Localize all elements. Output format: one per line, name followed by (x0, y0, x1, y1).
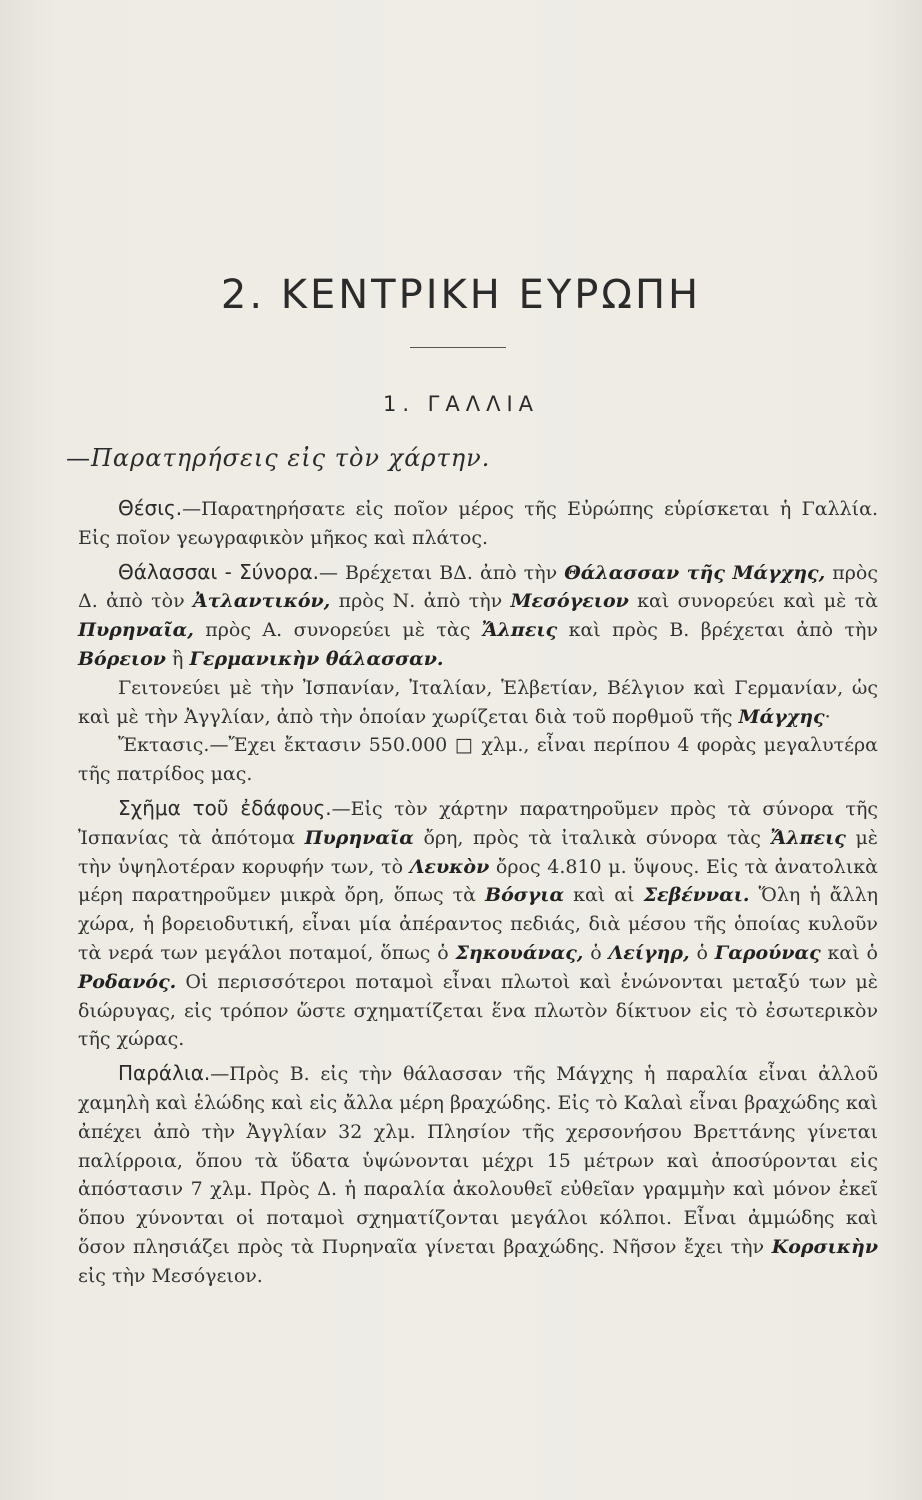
bold-term: Πυρηναῖα (304, 826, 414, 849)
paragraph-area (78, 731, 878, 789)
bold-term: Θάλασσαν τῆς Μάγχης, (564, 561, 826, 584)
text-run: καὶ πρὸς Β. βρέχεται ἀπὸ τὴν (557, 619, 878, 642)
bold-term: Βόρειον (78, 647, 166, 670)
paragraph-coasts (78, 1059, 878, 1290)
bold-term: Βόσγια (485, 884, 565, 907)
text-run: —Εἰς τὸν χάρτην παρατηροῦμεν πρὸς τὰ σύνορα τῆς Ἰσπανίας τὰ ἀπότομα (78, 797, 879, 849)
bold-term: Ἄλπεις (770, 826, 846, 849)
text-run: πρὸς Ν. ἀπὸ τὴν (330, 590, 511, 613)
text-run: καὶ ὁ (820, 941, 878, 964)
text-run: Οἱ περισσότεροι ποταμοὶ εἶναι πλωτοὶ καὶ ἑνώνονται μεταξύ των μὲ διώρυγας, εἰς τρόπον ὥστε σχηματίζεται ἕνα πλωτὸν δίκτυον εἰς τὸ ἐσωτερικὸν τῆς χώρας. (78, 970, 878, 1051)
paragraph-position (78, 494, 878, 553)
text-run: — Βρέχεται ΒΔ. ἀπὸ τὴν (319, 561, 565, 584)
title-rule (410, 347, 506, 348)
text-run: Ὅλη ἡ ἄλλη χώρα, ἡ βορειοδυτική, εἶναι μία ἀπέραντος πεδιάς, διὰ μέσου τῆς ὁποίας κυλοῦν τὰ νερά των μεγάλοι ποταμοί, ὅπως ὁ (78, 884, 878, 964)
text-run: ὁ (689, 941, 715, 964)
bold-term: Γαρούνας (714, 941, 821, 964)
bold-term: Λείγηρ, (608, 941, 690, 964)
body-text (78, 494, 878, 1291)
text-run: —Παρατηρήσατε εἰς ποῖον μέρος τῆς Εὐρώπης εὑρίσκεται ἡ Γαλλία. Εἰς ποῖον γεωγραφικὸν μῆκος καὶ πλάτος. (78, 498, 878, 549)
text-run: ὄρη, πρὸς τὰ ἰταλικὰ σύνορα τὰς (413, 826, 771, 849)
paragraph-lead: Παράλια. (118, 1061, 211, 1086)
text-run: · (824, 705, 831, 728)
section-title: 1. ΓΑΛΛΙΑ (382, 392, 540, 416)
bold-term: Πυρηναῖα, (78, 619, 194, 642)
text-run: πρὸς Δ. ἀπὸ τὸν (78, 561, 879, 613)
text-run: εἰς τὴν Μεσόγειον. (78, 1264, 263, 1287)
paragraph-lead: Θάλασσαι - Σύνορα. (118, 559, 320, 584)
text-run: ἢ (165, 647, 190, 670)
paragraph-seas-borders (78, 558, 878, 674)
text-run: ὁ (583, 941, 609, 964)
text-run: ὄρος 4.810 μ. ὕψους. Εἰς τὰ ἀνατολικὰ μέρη παρατηροῦμεν μικρὰ ὄρη, ὅπως τὰ (78, 855, 878, 907)
bold-term: Μεσόγειον (510, 590, 629, 613)
bold-term: Σηκουάνας, (455, 941, 584, 964)
text-run: μὲ τὴν ὑψηλοτέραν κορυφήν των, τὸ (78, 826, 878, 878)
paragraph-lead: Ἔκτασις. (118, 734, 210, 757)
paragraph-lead: Σχῆμα τοῦ ἐδάφους. (118, 795, 332, 820)
paragraph-neighbors (78, 674, 878, 732)
bold-term: Σεβένναι. (643, 884, 750, 907)
text-run: —Πρὸς Β. εἰς τὴν θάλασσαν τῆς Μάγχης ἡ παραλία εἶναι ἀλλοῦ χαμηλὴ καὶ ἑλώδης καὶ εἰς ἄλλα μέρη βραχώδης. Εἰς τὸ Καλαὶ εἶναι βραχώδης καὶ ἀπέχει ἀπὸ τὴν Ἀγγλίαν 32 χλμ. Πλησίον τῆς χερσονήσου Βρεττάνης γίνεται παλίρροια, ὅπου τὰ ὕδατα ὑψώνονται μέχρι 15 μέτρων καὶ ἀποσύρονται εἰς ἀπόστασιν 7 χλμ. Πρὸς Δ. ἡ παραλία ἀκολουθεῖ εὐθεῖαν γραμμὴν καὶ μόνον ἐκεῖ ὅπου χύνονται οἱ ποταμοὶ σχηματίζονται μεγάλοι κόλποι. Εἶναι ἀμμώδης καὶ ὅσον πλησιάζει πρὸς τὰ Πυρηναῖα γίνεται βραχώδης. Νῆσον ἔχει τὴν (78, 1063, 878, 1258)
bold-term: Ροδανός. (78, 970, 177, 993)
bold-term: Λευκὸν (409, 855, 490, 878)
text-run: καὶ αἱ (564, 884, 644, 907)
bold-term: Ἀτλαντικόν, (192, 590, 331, 613)
bold-term: Γερμανικὴν θάλασσαν. (189, 647, 444, 670)
bold-term: Κορσικὴν (771, 1235, 878, 1258)
paragraph-lead: Θέσις. (118, 496, 183, 520)
text-run: πρὸς Α. συνορεύει μὲ τὰς (193, 619, 482, 642)
paragraph-terrain (78, 794, 878, 1054)
subheading: —Παρατηρήσεις εἰς τὸν χάρτην. (66, 444, 491, 472)
bold-term: Ἄλπεις (481, 619, 558, 642)
text-run: —Ἔχει ἔκτασιν 550.000 □ χλμ., εἶναι περίπου 4 φορὰς μεγαλυτέρα τῆς πατρίδος μας. (78, 734, 878, 786)
text-run: καὶ συνορεύει καὶ μὲ τὰ (628, 590, 878, 613)
text-run: Γειτονεύει μὲ τὴν Ἰσπανίαν, Ἰταλίαν, Ἑλβετίαν, Βέλγιον καὶ Γερμανίαν, ὡς καὶ μὲ τὴν Ἀγγλίαν, ἀπὸ τὴν ὁποίαν χωρίζεται διὰ τοῦ πορθμοῦ τῆς (78, 676, 878, 728)
chapter-title: 2. ΚΕΝΤΡΙΚΗ ΕΥΡΩΠΗ (220, 272, 702, 318)
bold-term: Μάγχης (738, 705, 825, 728)
